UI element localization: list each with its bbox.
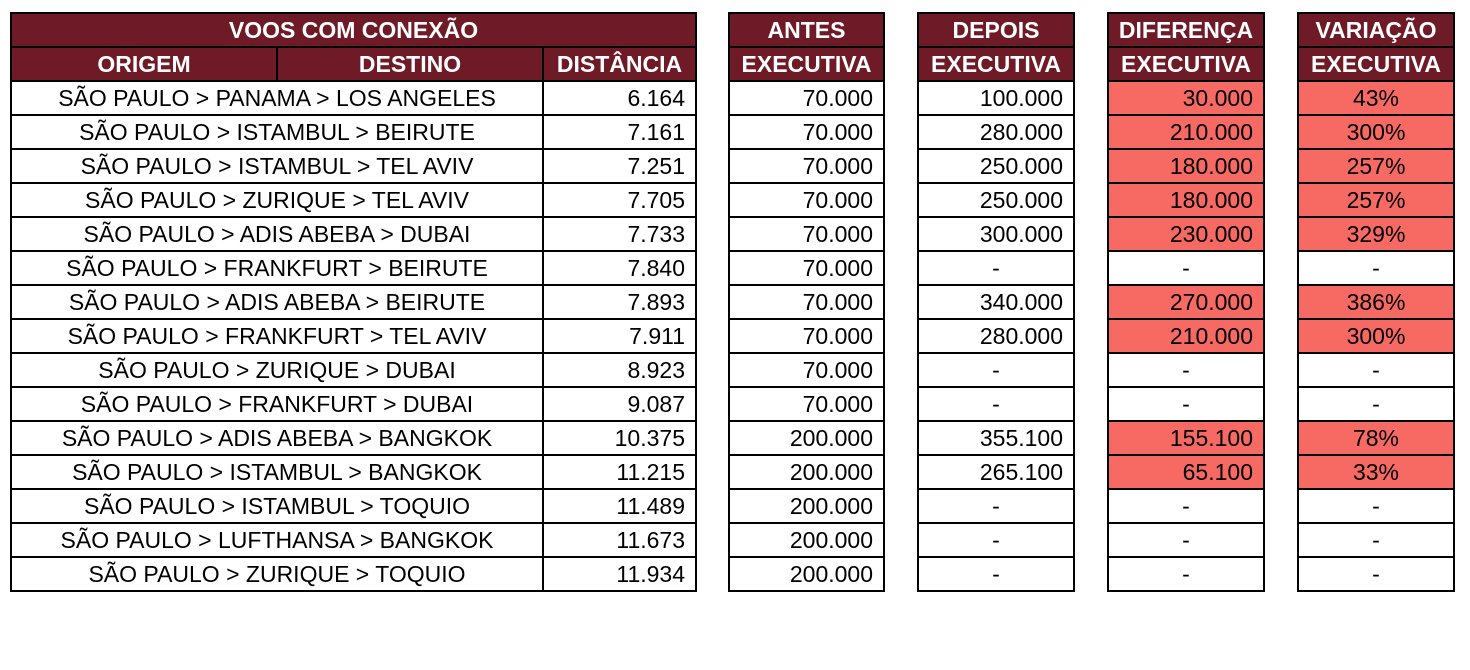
table-row — [1108, 455, 1264, 489]
routes-table — [10, 12, 697, 592]
route-cell: SÃO PAULO > FRANKFURT > BEIRUTE — [11, 251, 543, 285]
table-row — [1298, 523, 1454, 557]
table-row — [1108, 251, 1264, 285]
origem-header: ORIGEM — [11, 47, 277, 81]
depois-cell: 250.000 — [918, 183, 1074, 217]
diferenca-cell: 180.000 — [1108, 183, 1264, 217]
table-row — [11, 319, 696, 353]
depois-cell: 340.000 — [918, 285, 1074, 319]
antes-cell: 70.000 — [729, 353, 884, 387]
table-row — [918, 557, 1074, 591]
distancia-cell: 7.893 — [543, 285, 696, 319]
distancia-cell: 10.375 — [543, 421, 696, 455]
depois-cell: - — [918, 353, 1074, 387]
antes-cell: 70.000 — [729, 387, 884, 421]
distancia-header: DISTÂNCIA — [543, 47, 696, 81]
route-cell: SÃO PAULO > ADIS ABEBA > BEIRUTE — [11, 285, 543, 319]
diferenca-title: DIFERENÇA — [1108, 13, 1264, 47]
antes-cell: 70.000 — [729, 319, 884, 353]
table-row — [11, 489, 696, 523]
table-row — [1298, 387, 1454, 421]
route-cell: SÃO PAULO > ZURIQUE > DUBAI — [11, 353, 543, 387]
depois-cell: - — [918, 557, 1074, 591]
table-row — [918, 455, 1074, 489]
diferenca-cell: 30.000 — [1108, 81, 1264, 115]
table-row — [11, 421, 696, 455]
variacao-cell: 33% — [1298, 455, 1454, 489]
depois-cell: 100.000 — [918, 81, 1074, 115]
table-row — [1108, 387, 1264, 421]
table-row — [1298, 115, 1454, 149]
variacao-cell: 257% — [1298, 183, 1454, 217]
antes-cell: 70.000 — [729, 285, 884, 319]
distancia-cell: 11.673 — [543, 523, 696, 557]
route-cell: SÃO PAULO > ZURIQUE > TOQUIO — [11, 557, 543, 591]
route-cell: SÃO PAULO > ISTAMBUL > BANGKOK — [11, 455, 543, 489]
antes-cell: 70.000 — [729, 81, 884, 115]
distancia-cell: 7.251 — [543, 149, 696, 183]
table-row — [729, 183, 884, 217]
route-cell: SÃO PAULO > ISTAMBUL > TEL AVIV — [11, 149, 543, 183]
table-row — [11, 149, 696, 183]
depois-cell: - — [918, 489, 1074, 523]
table-row — [1298, 251, 1454, 285]
variacao-cell: 386% — [1298, 285, 1454, 319]
table-row — [918, 523, 1074, 557]
diferenca-cell: - — [1108, 489, 1264, 523]
antes-title: ANTES — [729, 13, 884, 47]
antes-subheader: EXECUTIVA — [729, 47, 884, 81]
table-row — [11, 285, 696, 319]
diferenca-cell: 65.100 — [1108, 455, 1264, 489]
distancia-cell: 7.733 — [543, 217, 696, 251]
depois-cell: 265.100 — [918, 455, 1074, 489]
table-row — [729, 81, 884, 115]
distancia-cell: 7.840 — [543, 251, 696, 285]
variacao-cell: 300% — [1298, 319, 1454, 353]
antes-cell: 70.000 — [729, 251, 884, 285]
route-cell: SÃO PAULO > PANAMA > LOS ANGELES — [11, 81, 543, 115]
variacao-cell: 78% — [1298, 421, 1454, 455]
antes-cell: 70.000 — [729, 115, 884, 149]
diferenca-cell: 155.100 — [1108, 421, 1264, 455]
table-row — [918, 81, 1074, 115]
table-row — [1108, 353, 1264, 387]
table-row — [729, 251, 884, 285]
depois-title: DEPOIS — [918, 13, 1074, 47]
diferenca-cell: - — [1108, 523, 1264, 557]
table-row — [11, 183, 696, 217]
table-row — [1298, 353, 1454, 387]
antes-cell: 200.000 — [729, 421, 884, 455]
table-row — [729, 387, 884, 421]
diferenca-cell: - — [1108, 251, 1264, 285]
variacao-subheader: EXECUTIVA — [1298, 47, 1454, 81]
variacao-cell: - — [1298, 251, 1454, 285]
antes-cell: 200.000 — [729, 489, 884, 523]
table-row — [1298, 489, 1454, 523]
variacao-table — [1297, 12, 1455, 592]
depois-cell: 280.000 — [918, 115, 1074, 149]
table-row — [729, 319, 884, 353]
table-row — [1298, 285, 1454, 319]
table-row — [918, 115, 1074, 149]
table-row — [1108, 115, 1264, 149]
antes-cell: 200.000 — [729, 557, 884, 591]
antes-cell: 70.000 — [729, 217, 884, 251]
depois-table — [917, 12, 1075, 592]
table-row — [11, 557, 696, 591]
depois-cell: - — [918, 523, 1074, 557]
table-row — [918, 285, 1074, 319]
table-row — [918, 489, 1074, 523]
distancia-cell: 9.087 — [543, 387, 696, 421]
table-row — [729, 557, 884, 591]
diferenca-cell: 270.000 — [1108, 285, 1264, 319]
table-row — [1108, 285, 1264, 319]
table-row — [1298, 81, 1454, 115]
table-row — [918, 217, 1074, 251]
diferenca-cell: - — [1108, 557, 1264, 591]
table-row — [729, 523, 884, 557]
table-row — [729, 421, 884, 455]
table-row — [1108, 319, 1264, 353]
antes-table — [728, 12, 885, 592]
table-row — [729, 217, 884, 251]
table-row — [918, 421, 1074, 455]
antes-cell: 200.000 — [729, 455, 884, 489]
distancia-cell: 6.164 — [543, 81, 696, 115]
table-row — [11, 115, 696, 149]
table-row — [1298, 455, 1454, 489]
route-cell: SÃO PAULO > ZURIQUE > TEL AVIV — [11, 183, 543, 217]
table-row — [11, 217, 696, 251]
distancia-cell: 11.215 — [543, 455, 696, 489]
diferenca-cell: - — [1108, 353, 1264, 387]
diferenca-cell: 210.000 — [1108, 115, 1264, 149]
variacao-cell: 43% — [1298, 81, 1454, 115]
route-cell: SÃO PAULO > LUFTHANSA > BANGKOK — [11, 523, 543, 557]
table-row — [1108, 217, 1264, 251]
destino-header: DESTINO — [277, 47, 543, 81]
depois-cell: 355.100 — [918, 421, 1074, 455]
distancia-cell: 7.911 — [543, 319, 696, 353]
route-cell: SÃO PAULO > ISTAMBUL > BEIRUTE — [11, 115, 543, 149]
table-row — [1108, 183, 1264, 217]
depois-cell: 300.000 — [918, 217, 1074, 251]
route-cell: SÃO PAULO > FRANKFURT > TEL AVIV — [11, 319, 543, 353]
table-row — [918, 251, 1074, 285]
table-row — [1108, 523, 1264, 557]
table-row — [11, 387, 696, 421]
variacao-cell: 257% — [1298, 149, 1454, 183]
depois-cell: - — [918, 387, 1074, 421]
variacao-cell: - — [1298, 353, 1454, 387]
diferenca-table — [1107, 12, 1265, 592]
route-cell: SÃO PAULO > ADIS ABEBA > BANGKOK — [11, 421, 543, 455]
table-row — [1108, 421, 1264, 455]
table-row — [729, 149, 884, 183]
table-row — [1298, 149, 1454, 183]
table-row — [729, 353, 884, 387]
variacao-cell: 329% — [1298, 217, 1454, 251]
table-row — [11, 353, 696, 387]
routes-table-title: VOOS COM CONEXÃO — [11, 13, 696, 47]
variacao-cell: - — [1298, 523, 1454, 557]
table-row — [729, 455, 884, 489]
variacao-cell: 300% — [1298, 115, 1454, 149]
route-cell: SÃO PAULO > ADIS ABEBA > DUBAI — [11, 217, 543, 251]
table-row — [1298, 421, 1454, 455]
table-row — [11, 251, 696, 285]
distancia-cell: 11.489 — [543, 489, 696, 523]
table-row — [1298, 557, 1454, 591]
table-row — [918, 319, 1074, 353]
depois-subheader: EXECUTIVA — [918, 47, 1074, 81]
variacao-cell: - — [1298, 489, 1454, 523]
route-cell: SÃO PAULO > ISTAMBUL > TOQUIO — [11, 489, 543, 523]
route-cell: SÃO PAULO > FRANKFURT > DUBAI — [11, 387, 543, 421]
diferenca-cell: 180.000 — [1108, 149, 1264, 183]
distancia-cell: 11.934 — [543, 557, 696, 591]
antes-cell: 70.000 — [729, 149, 884, 183]
diferenca-cell: 210.000 — [1108, 319, 1264, 353]
antes-cell: 200.000 — [729, 523, 884, 557]
depois-cell: 280.000 — [918, 319, 1074, 353]
variacao-title: VARIAÇÃO — [1298, 13, 1454, 47]
depois-cell: - — [918, 251, 1074, 285]
table-row — [918, 149, 1074, 183]
table-row — [1298, 319, 1454, 353]
table-row — [1108, 557, 1264, 591]
distancia-cell: 7.705 — [543, 183, 696, 217]
table-row — [11, 523, 696, 557]
table-row — [1108, 81, 1264, 115]
depois-cell: 250.000 — [918, 149, 1074, 183]
diferenca-cell: 230.000 — [1108, 217, 1264, 251]
table-row — [918, 183, 1074, 217]
variacao-cell: - — [1298, 387, 1454, 421]
table-row — [1108, 149, 1264, 183]
table-row — [11, 455, 696, 489]
diferenca-cell: - — [1108, 387, 1264, 421]
table-row — [918, 387, 1074, 421]
table-row — [729, 115, 884, 149]
distancia-cell: 8.923 — [543, 353, 696, 387]
distancia-cell: 7.161 — [543, 115, 696, 149]
table-row — [11, 81, 696, 115]
table-row — [1298, 217, 1454, 251]
table-row — [729, 285, 884, 319]
diferenca-subheader: EXECUTIVA — [1108, 47, 1264, 81]
table-row — [729, 489, 884, 523]
variacao-cell: - — [1298, 557, 1454, 591]
table-row — [1298, 183, 1454, 217]
table-row — [918, 353, 1074, 387]
antes-cell: 70.000 — [729, 183, 884, 217]
table-row — [1108, 489, 1264, 523]
